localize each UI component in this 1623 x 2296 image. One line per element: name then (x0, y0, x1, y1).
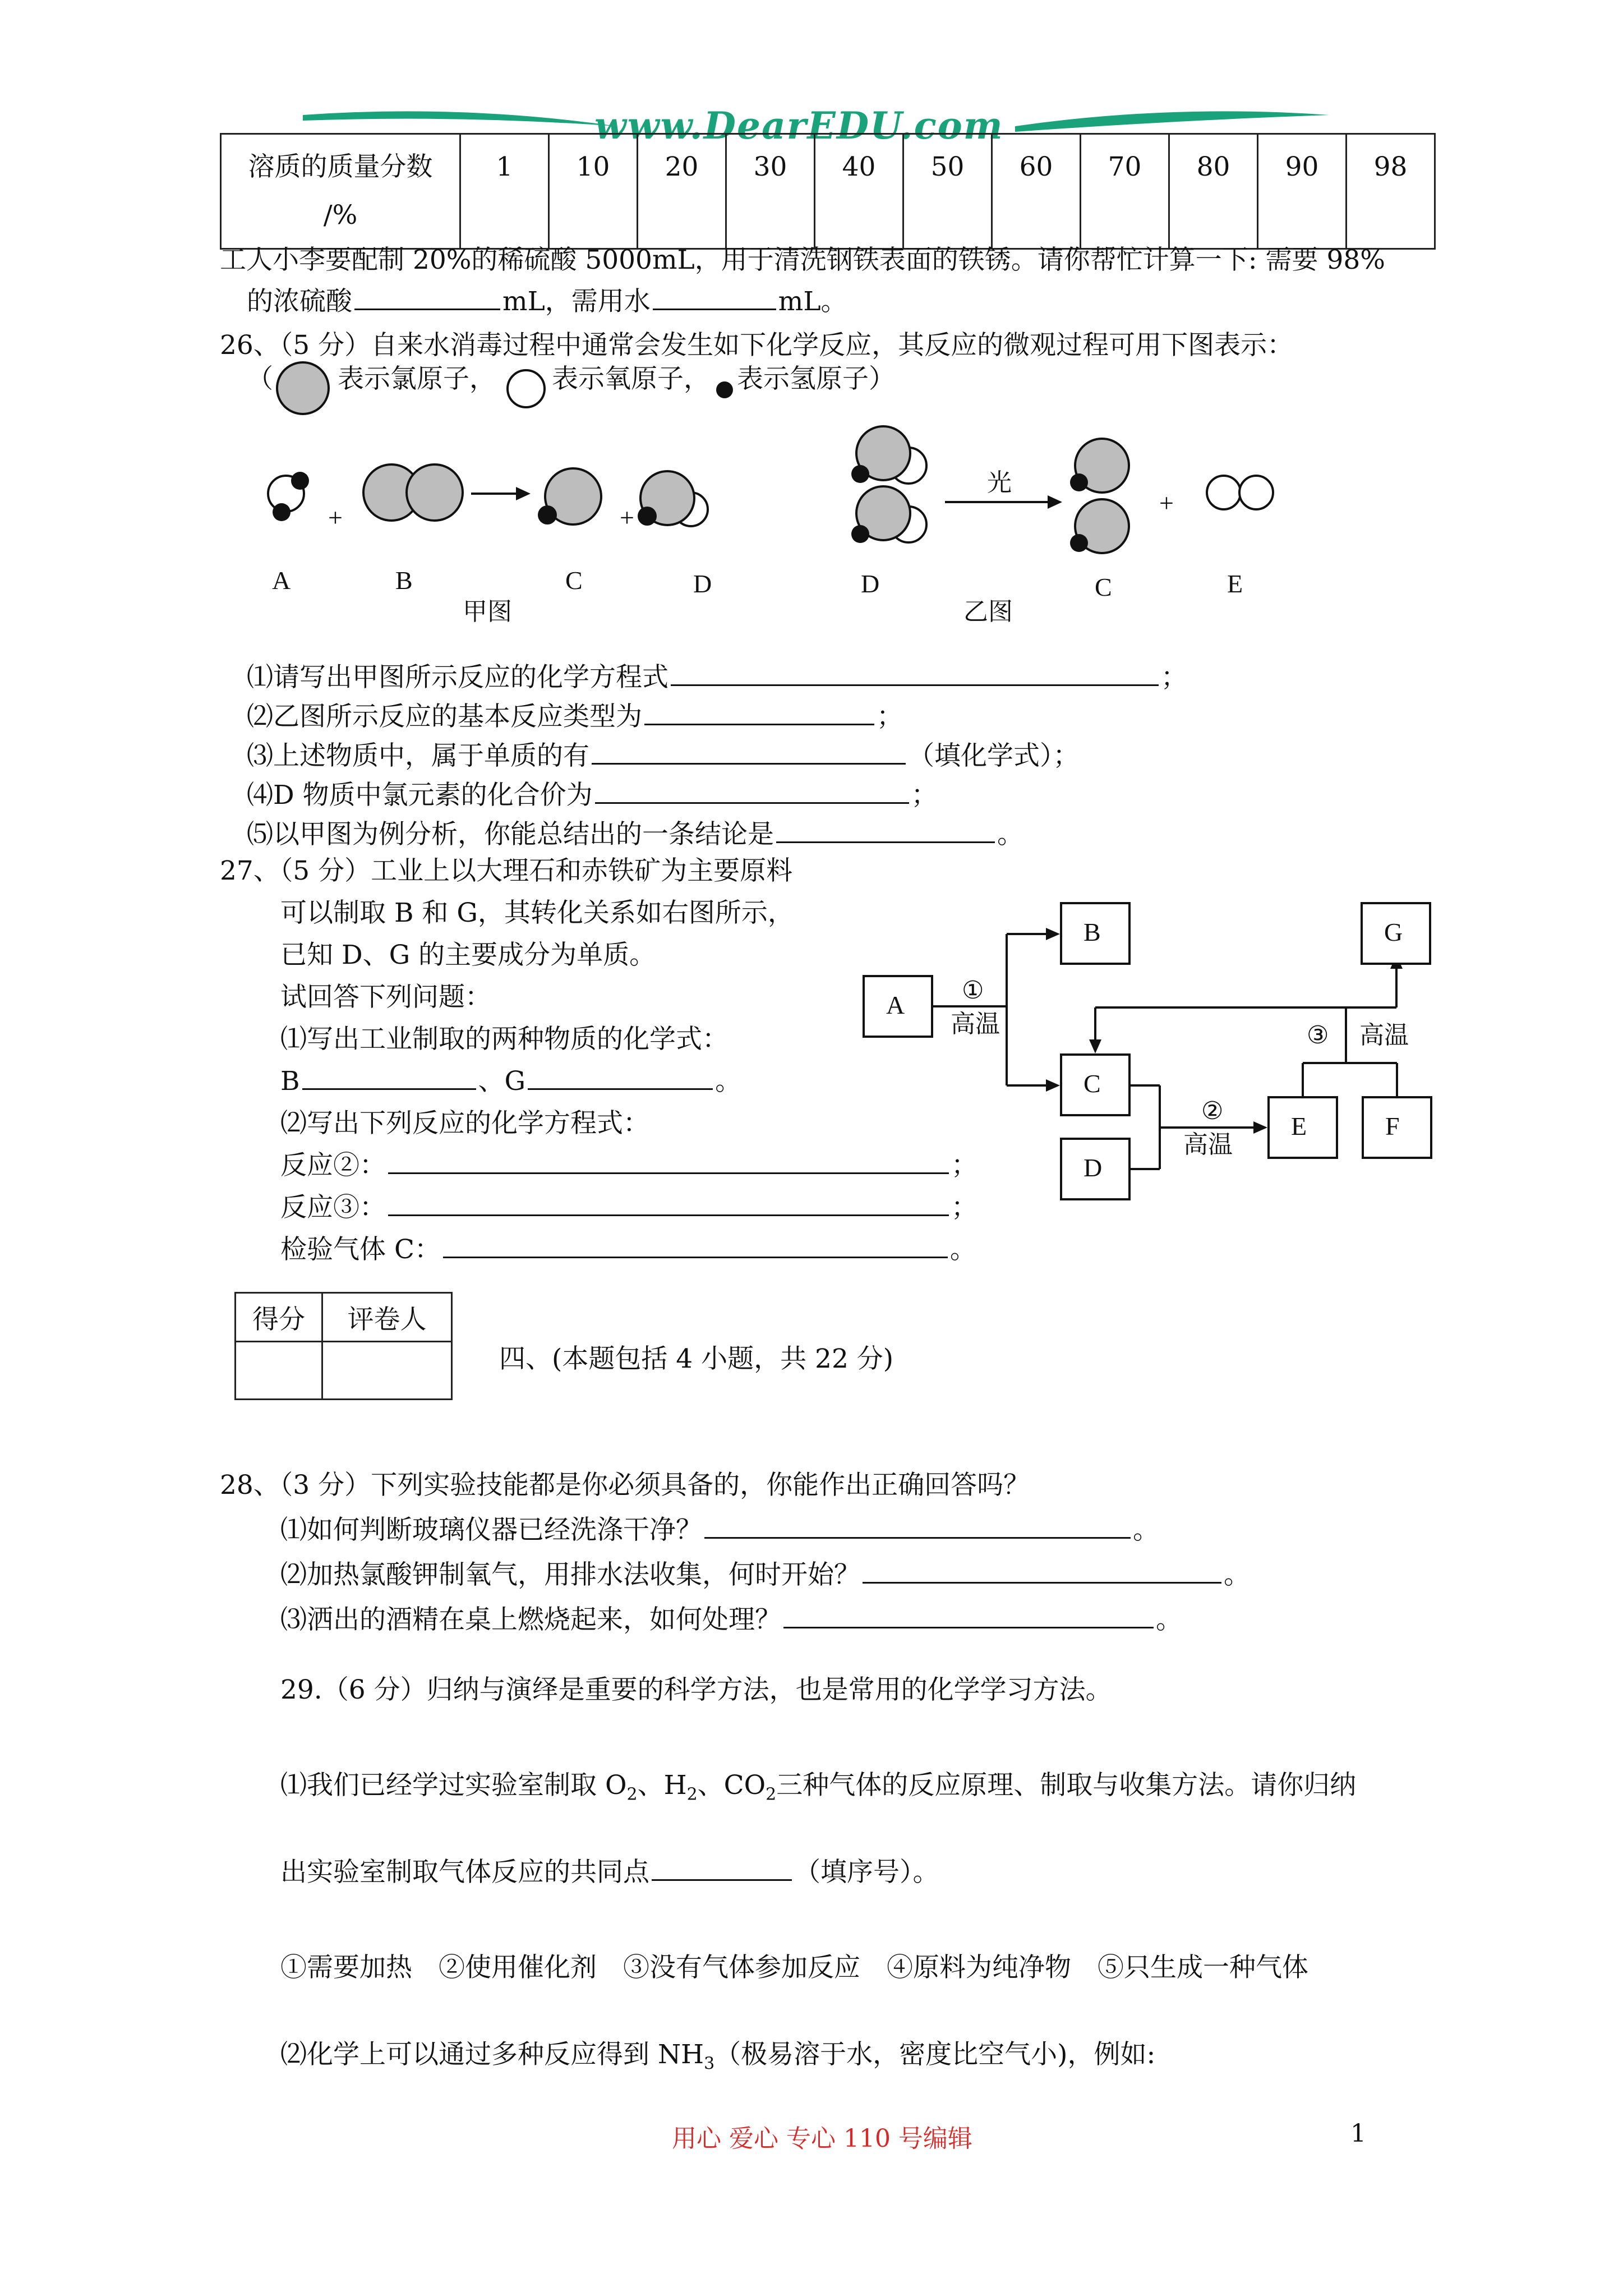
q29-p2b: （填序号）。 (794, 1857, 939, 1888)
table-cell: 80 (1169, 134, 1258, 249)
label-e: E (1227, 569, 1243, 598)
concentration-table (220, 133, 1436, 250)
table-row (221, 134, 1435, 249)
label-d: D (861, 569, 880, 598)
q27-line7: ⑵写出下列反应的化学方程式： (280, 1108, 649, 1139)
q26-legend-h: 表示氢原子） (737, 364, 895, 394)
grader-input[interactable] (322, 1342, 452, 1400)
q27-check-c (280, 1228, 976, 1266)
label-b: B (395, 566, 413, 595)
hydrogen-atom-legend-icon (713, 379, 736, 401)
q27-g-label: 、G (478, 1066, 526, 1097)
table-cell: 50 (903, 134, 992, 249)
subscript: 2 (626, 1784, 638, 1805)
step1-hot: 高温 (951, 1010, 1000, 1038)
q26-sub2-end: ； (877, 701, 903, 732)
label-c: C (1095, 573, 1112, 601)
q27-period: 。 (949, 1234, 976, 1265)
answer-blank[interactable] (671, 656, 1159, 686)
molecule-e-icon (1207, 476, 1273, 509)
caption-jia: 甲图 (463, 597, 512, 626)
answer-blank[interactable] (592, 735, 906, 765)
q28-sub3 (280, 1599, 1182, 1636)
q27-line4: 试回答下列问题： (280, 982, 491, 1013)
chlorine-atom-legend-icon (275, 360, 331, 416)
molecule-a-icon (268, 472, 309, 521)
box-a-label: A (886, 991, 905, 1019)
answer-blank[interactable] (528, 1060, 713, 1090)
answer-blank[interactable] (302, 1060, 476, 1090)
q29-p4a: ⑵化学上可以通过多种反应得到 NH (280, 2039, 704, 2070)
q29-p4b: （极易溶于水，密度比空气小)，例如: (714, 2039, 1156, 2070)
q25-text-b: mL，需用水 (502, 286, 651, 317)
subscript: 2 (686, 1784, 698, 1805)
plus-sign: + (328, 503, 343, 532)
q27-check-c-label: 检验气体 C： (280, 1234, 441, 1265)
answer-blank[interactable] (863, 1554, 1221, 1584)
q28-end: 。 (1224, 1559, 1250, 1590)
footer-text: 用心 爱心 专心 110 号编辑 (672, 2124, 972, 2153)
molecule-d-icon (638, 471, 708, 526)
box-f-label: F (1385, 1112, 1400, 1140)
q26-sub3-end: （填化学式）； (908, 740, 1080, 771)
q26-sub3-text: ⑶上述物质中，属于单质的有 (247, 740, 589, 771)
q26-sub3 (247, 735, 1080, 772)
answer-blank[interactable] (443, 1228, 948, 1258)
molecule-c-icon (1070, 499, 1129, 553)
score-box (234, 1292, 453, 1400)
q26-sub2 (247, 696, 903, 733)
q26-sub4-text: ⑷D 物质中氯元素的化合价为 (247, 780, 593, 811)
q26-legend-o: 表示氧原子， (552, 364, 710, 394)
table-header-line1: 溶质的质量分数 (248, 151, 433, 182)
molecule-d-icon (851, 426, 926, 484)
box-b-label: B (1083, 918, 1101, 946)
q26-sub1-end: ； (1161, 662, 1187, 693)
table-header-cell (221, 134, 460, 249)
plus-sign: + (620, 503, 634, 532)
step2-hot: 高温 (1183, 1130, 1233, 1159)
q28-sub1-text: ⑴如何判断玻璃仪器已经洗涤干净？ (280, 1515, 702, 1545)
q27-reaction2-label: 反应②： (280, 1150, 386, 1181)
q26-sub1-text: ⑴请写出甲图所示反应的化学方程式 (247, 662, 668, 693)
q26-sub2-text: ⑵乙图所示反应的基本反应类型为 (247, 701, 642, 732)
molecule-c-icon (1070, 439, 1129, 493)
q25-line2 (247, 280, 847, 318)
table-cell: 70 (1081, 134, 1169, 249)
q29-para4 (280, 2033, 1155, 2073)
box-d-label: D (1083, 1153, 1103, 1182)
answer-blank[interactable] (652, 1851, 792, 1881)
q27-semi: ； (951, 1192, 978, 1223)
q25-text-c: mL。 (778, 286, 847, 317)
q29-para1 (280, 1764, 1356, 1804)
subscript: 2 (766, 1784, 777, 1805)
box-c-label: C (1083, 1069, 1101, 1098)
light-label: 光 (987, 468, 1012, 497)
table-cell: 30 (726, 134, 815, 249)
q28-end: 。 (1156, 1604, 1182, 1635)
table-cell: 98 (1347, 134, 1435, 249)
table-row (236, 1293, 452, 1342)
molecule-b-icon (363, 464, 463, 521)
q29-p1a: ⑴我们已经学过实验室制取 O (280, 1770, 627, 1801)
q26-legend-cl: 表示氯原子， (338, 364, 496, 394)
answer-blank[interactable] (704, 1509, 1131, 1539)
q29-title: 29.（6 分）归纳与演绎是重要的科学方法，也是常用的化学学习方法。 (280, 1674, 1112, 1705)
molecule-d-icon (851, 486, 926, 543)
q28-sub2-text: ⑵加热氯酸钾制氧气，用排水法收集，何时开始？ (280, 1559, 860, 1590)
molecule-c-icon (538, 468, 601, 524)
q26-legend-open: （ (247, 364, 273, 394)
table-cell: 20 (638, 134, 726, 249)
score-input[interactable] (236, 1342, 322, 1400)
q25-line1: 工人小李要配制 20%的稀硫酸 5000mL，用于清洗钢铁表面的铁锈。请你帮忙计算一下: 需要 98% (220, 245, 1385, 275)
site-logo[interactable]: www.DearEDU.com (594, 104, 1004, 148)
answer-blank[interactable] (354, 280, 500, 310)
label-a: A (272, 566, 291, 595)
table-header-line2: /% (323, 200, 358, 231)
q29-para2 (280, 1851, 939, 1889)
q27-title: 27、（5 分）工业上以大理石和赤铁矿为主要原料 (220, 855, 793, 886)
table-row (236, 1342, 452, 1400)
subscript: 3 (704, 2054, 715, 2074)
plus-sign: + (1159, 489, 1174, 517)
answer-blank[interactable] (644, 696, 874, 725)
caption-yi: 乙图 (963, 597, 1013, 626)
q29-p2a: 出实验室制取气体反应的共同点 (280, 1857, 649, 1888)
q25-text-a: 的浓硫酸 (247, 286, 352, 317)
q26-title: 26、（5 分）自来水消毒过程中通常会发生如下化学反应，其反应的微观过程可用下图表示： (220, 330, 1294, 361)
header-swoosh-right (1015, 104, 1329, 137)
step3-label: ③ (1307, 1021, 1329, 1050)
box-e-label: E (1291, 1112, 1307, 1140)
q27-line3: 已知 D、G 的主要成分为单质。 (280, 940, 656, 970)
q28-sub1 (280, 1509, 1159, 1547)
header-swoosh-left (303, 104, 617, 137)
score-label: 得分 (236, 1293, 322, 1342)
table-cell: 60 (992, 134, 1081, 249)
table-cell: 10 (549, 134, 638, 249)
q27-reaction3-label: 反应③： (280, 1192, 386, 1223)
q27-line6 (280, 1060, 741, 1098)
q27-semi: ； (951, 1150, 978, 1181)
q26-sub4-end: ； (911, 780, 938, 811)
q28-sub3-text: ⑶洒出的酒精在桌上燃烧起来，如何处理？ (280, 1604, 781, 1635)
q27-line5: ⑴写出工业制取的两种物质的化学式： (280, 1024, 728, 1055)
q27-flow-diagram (852, 892, 1469, 1228)
step2-label: ② (1201, 1097, 1224, 1125)
box-g-label: G (1384, 918, 1403, 946)
q26-sub5 (247, 813, 1023, 851)
label-c: C (565, 566, 583, 595)
q29-p1c: 、CO (697, 1770, 766, 1801)
table-cell: 90 (1258, 134, 1347, 249)
q28-sub2 (280, 1554, 1250, 1591)
label-d: D (693, 569, 712, 598)
q28-title: 28、（3 分）下列实验技能都是你必须具备的，你能作出正确回答吗？ (220, 1470, 1030, 1501)
q29-p1d: 三种气体的反应原理、制取与收集方法。请你归纳 (776, 1770, 1357, 1801)
q29-p1b: 、H (637, 1770, 687, 1801)
q26-sub5-end: 。 (997, 819, 1023, 850)
answer-blank[interactable] (783, 1599, 1154, 1628)
step3-hot: 高温 (1359, 1021, 1409, 1050)
answer-blank[interactable] (653, 280, 776, 310)
answer-blank[interactable] (776, 813, 995, 843)
q29-options: ①需要加热 ②使用催化剂 ③没有气体参加反应 ④原料为纯净物 ⑤只生成一种气体 (280, 1952, 1308, 1983)
answer-blank[interactable] (595, 774, 909, 804)
q27-line2: 可以制取 B 和 G，其转化关系如右图所示， (280, 898, 794, 928)
q26-sub5-text: ⑸以甲图为例分析，你能总结出的一条结论是 (247, 819, 774, 850)
section4-title: 四、(本题包括 4 小题，共 22 分) (499, 1343, 894, 1374)
table-cell: 1 (460, 134, 549, 249)
reaction-yi-diagram (824, 426, 1329, 626)
q27-line6-end: 。 (715, 1066, 742, 1097)
table-cell: 40 (815, 134, 903, 249)
q26-sub1 (247, 656, 1187, 694)
page-number: 1 (1350, 2119, 1366, 2148)
q27-b-label: B (280, 1066, 300, 1097)
q26-sub4 (247, 774, 938, 812)
oxygen-atom-legend-icon (505, 367, 550, 412)
q28-end: 。 (1133, 1515, 1159, 1545)
step1-label: ① (962, 976, 984, 1005)
grader-label: 评卷人 (322, 1293, 452, 1342)
